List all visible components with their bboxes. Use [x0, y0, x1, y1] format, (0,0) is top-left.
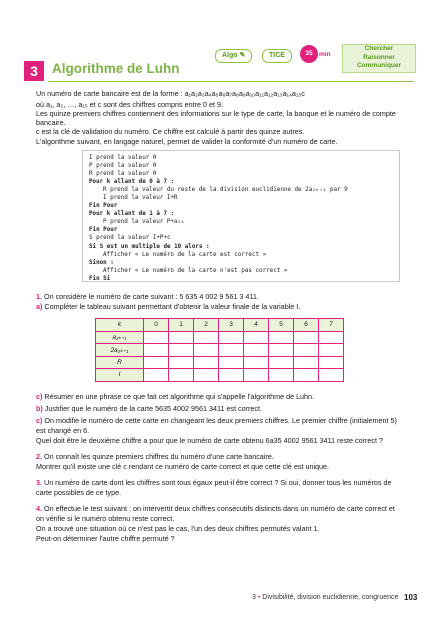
- code-line: I prend la valeur 0: [89, 155, 157, 161]
- empty-cell[interactable]: [269, 356, 294, 369]
- intro-line: bancaire.: [36, 117, 66, 127]
- empty-cell[interactable]: [144, 344, 169, 357]
- page-footer: 3 • Divisibilité, division euclidienne, congruence: [252, 594, 399, 601]
- empty-cell[interactable]: [294, 331, 319, 344]
- code-line: P prend la valeur 0: [89, 163, 157, 170]
- table-cell: 7: [319, 319, 344, 332]
- code-line: I prend la valeur I+R: [103, 195, 178, 202]
- algo-tag: Algo ✎: [215, 49, 252, 63]
- table-cell: 3: [219, 319, 244, 332]
- code-line: Fin Si: [89, 275, 111, 282]
- question-1c: c) Résumer en une phrase ce que fait cet algorithme qui s'appelle l'algorithme de Luhn.: [36, 392, 315, 401]
- pencil-icon: ✎: [239, 52, 246, 59]
- table-cell: k: [96, 319, 144, 332]
- intro-line: où a₁, a₂, …, a₁₅ et c sont des chiffres compris entre 0 et 9.: [36, 99, 223, 109]
- empty-cell[interactable]: [219, 331, 244, 344]
- empty-cell[interactable]: [169, 369, 194, 382]
- row-label: 2a₂ₖ₊₁: [96, 344, 144, 357]
- code-line: R prend la valeur 0: [89, 171, 157, 178]
- empty-cell[interactable]: [294, 344, 319, 357]
- table-cell: 2: [194, 319, 219, 332]
- empty-cell[interactable]: [269, 369, 294, 382]
- empty-cell[interactable]: [169, 344, 194, 357]
- code-line: Afficher « Le numéro de la carte est correct »: [103, 251, 267, 258]
- table-cell: 6: [294, 319, 319, 332]
- row-label: a₂ₖ₊₁: [96, 331, 144, 344]
- table-row: [96, 344, 344, 357]
- competence-item: Chercher: [364, 45, 394, 52]
- tice-tag: TICE: [262, 49, 292, 63]
- code-line: Sinon :: [89, 259, 114, 266]
- empty-cell[interactable]: [319, 331, 344, 344]
- intro-line: Les quinze premiers chiffres contiennent des informations sur le type de carte, la banque et le numéro de compte: [36, 108, 396, 118]
- empty-cell[interactable]: [269, 344, 294, 357]
- table-row: [96, 331, 344, 344]
- empty-cell[interactable]: [194, 369, 219, 382]
- question-4-cont: Peut-on déterminer l'autre chiffre permuté ?: [36, 534, 175, 543]
- intro-line: L'algorithme suivant, en langage naturel, permet de valider la conformité d'un numéro de carte.: [36, 136, 338, 146]
- question-4-cont: On a trouvé une situation où ce n'est pas le cas, l'un des deux chiffres permutés valant 1.: [36, 524, 320, 533]
- empty-cell[interactable]: [244, 356, 269, 369]
- title-divider: [48, 81, 414, 82]
- code-line: Afficher « Le numéro de la carte n'est pas correct »: [103, 267, 288, 274]
- empty-cell[interactable]: [294, 356, 319, 369]
- empty-cell[interactable]: [194, 344, 219, 357]
- empty-cell[interactable]: [294, 369, 319, 382]
- page-number: 103: [404, 593, 418, 602]
- table-cell: 4: [244, 319, 269, 332]
- question-3-cont: carte possibles de ce type.: [36, 488, 122, 497]
- empty-cell[interactable]: [169, 331, 194, 344]
- code-line: R prend la valeur du reste de la division euclidienne de 2a₂ₖ₊₁ par 9: [103, 187, 348, 194]
- empty-cell[interactable]: [319, 369, 344, 382]
- empty-cell[interactable]: [244, 344, 269, 357]
- exercise-title: Algorithme de Luhn: [52, 61, 180, 76]
- question-4-cont: on vérifie si le numéro obtenu reste correct.: [36, 514, 175, 523]
- row-label: R: [96, 356, 144, 369]
- table-cell: 5: [269, 319, 294, 332]
- code-line: Fin Pour: [89, 203, 118, 210]
- table-row: [96, 369, 344, 382]
- table-cell: 1: [169, 319, 194, 332]
- question-1b: b) Justifier que le numéro de la carte 5635 4002 9561 3411 est correct.: [36, 404, 263, 413]
- code-line: P prend la valeur P+a₂ₖ: [103, 219, 185, 226]
- empty-cell[interactable]: [144, 356, 169, 369]
- table-row: [96, 356, 344, 369]
- code-line: Pour k allant de 0 à 7 :: [89, 179, 175, 186]
- values-table: [95, 318, 344, 382]
- empty-cell[interactable]: [319, 356, 344, 369]
- intro-line: Un numéro de carte bancaire est de la forme : a₁a₂a₃a₄a₅a₆a₇a₈a₉a₁₀a₁₁a₁₂a₁₃a₁₄a₁₅c: [36, 89, 305, 98]
- empty-cell[interactable]: [219, 356, 244, 369]
- timer-badge: 35: [300, 45, 318, 63]
- empty-cell[interactable]: [319, 344, 344, 357]
- competence-item: Communiquer: [356, 62, 402, 69]
- intro-line: c est la clé de validation du numéro. Ce chiffre est calculé à partir des quinze autres.: [36, 127, 305, 136]
- competences-box: [342, 44, 416, 73]
- timer-unit: min: [319, 51, 331, 58]
- question-1: 1. On considère le numéro de carte suivant : 5 635 4 002 9 561 3 411.: [36, 292, 259, 301]
- question-3: 3. Un numéro de carte dont les chiffres sont tous égaux peut-il être correct ? Si oui, donner tous les numéros de: [36, 478, 392, 487]
- question-1a: a) Compléter le tableau suivant permettant d'obtenir la valeur finale de la variable I.: [36, 302, 301, 311]
- empty-cell[interactable]: [244, 331, 269, 344]
- empty-cell[interactable]: [144, 331, 169, 344]
- empty-cell[interactable]: [219, 369, 244, 382]
- code-line: Fin Pour: [89, 227, 118, 234]
- empty-cell[interactable]: [219, 344, 244, 357]
- empty-cell[interactable]: [269, 331, 294, 344]
- question-1c2-cont: est changé en 6.: [36, 426, 90, 435]
- empty-cell[interactable]: [194, 356, 219, 369]
- question-2: 2. On connaît les quinze premiers chiffres du numéro d'une carte bancaire.: [36, 452, 274, 461]
- table-header-row: [96, 319, 344, 332]
- empty-cell[interactable]: [169, 356, 194, 369]
- empty-cell[interactable]: [144, 369, 169, 382]
- table-cell: 0: [144, 319, 169, 332]
- empty-cell[interactable]: [244, 369, 269, 382]
- question-1c2-cont: Quel doit être le deuxième chiffre a pour que le numéro de carte obtenu 6a35 4002 9561 3411 reste correct ?: [36, 436, 383, 445]
- code-line: Si S est un multiple de 10 alors :: [89, 243, 210, 250]
- question-2-cont: Montrer qu'il existe une clé c rendant ce numéro de carte correct et que cette clé est unique.: [36, 462, 330, 471]
- row-label: I: [96, 369, 144, 382]
- algorithm-box: [82, 150, 400, 282]
- question-4: 4. On effectue le test suivant : on intervertit deux chiffres consécutifs distincts dans un numéro de carte correct et: [36, 504, 395, 513]
- exercise-number: 3: [24, 61, 44, 81]
- code-line: Pour k allant de 1 à 7 :: [89, 211, 175, 218]
- question-1c2: c) On modifie le numéro de cette carte en changeant les deux premiers chiffres. Le premier chiffre (initialement 5): [36, 416, 397, 425]
- competence-item: Raisonner: [363, 53, 395, 61]
- code-line: S prend la valeur I+P+c: [89, 235, 171, 242]
- empty-cell[interactable]: [194, 331, 219, 344]
